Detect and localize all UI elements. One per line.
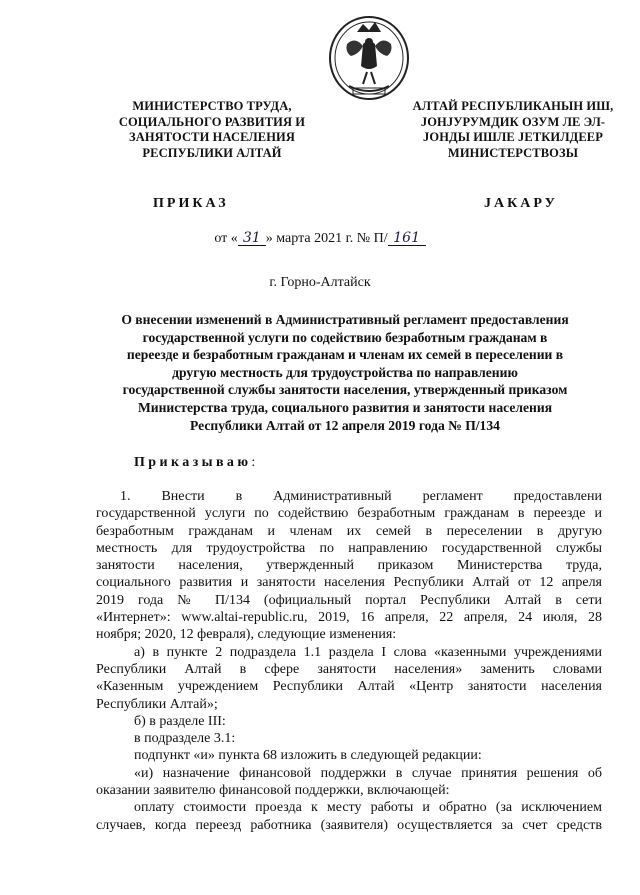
coat-of-arms-icon (327, 14, 411, 106)
subject-line: Министерства труда, социального развития и занятости населения (137, 399, 553, 415)
date-day-handwritten: 31 (238, 231, 266, 246)
body-line: случаев, когда переезд работника (заявителя) осуществляется за счет средств (96, 817, 602, 833)
order-body (96, 488, 602, 834)
order-title-russian: ПРИКАЗ (153, 196, 229, 211)
body-line: оказании заявителю финансовой поддержки, включающей: (96, 783, 450, 799)
number-prefix: П/ (373, 231, 388, 246)
body-line: а) в пункте 2 подраздела 1.1 раздела I слова «казенными учреждениями (134, 644, 602, 660)
body-line: б) в разделе III: (134, 713, 226, 729)
body-line: 1. Внести в Административный регламент предоставлени (120, 489, 602, 504)
order-date-line (0, 231, 640, 247)
body-line: ноября; 2020, 12 февраля), следующие изменения: (96, 627, 397, 643)
body-line: «Казенным учреждением Республики Алтай «Центр занятости населения (96, 679, 602, 695)
order-subject (80, 311, 610, 434)
date-suffix: » марта 2021 г. № (265, 231, 371, 246)
body-line: местность для трудоустройства по направлению государственной службы (96, 540, 602, 556)
order-directive-word (134, 455, 255, 471)
ministry-name-line: ЗАНЯТОСТИ НАСЕЛЕНИЯ (129, 130, 295, 144)
directive-word: Приказываю (134, 455, 252, 470)
body-line: занятости населения, утвержденный приказом Министерства труда, (96, 558, 602, 574)
order-title-altai: ЈАКАРУ (484, 196, 558, 211)
ministry-name-russian (96, 99, 328, 161)
subject-line: государственной услуги по содействию безработным гражданам в (142, 329, 548, 345)
subject-line: Республики Алтай от 12 апреля 2019 года № П/134 (190, 417, 500, 433)
city: г. Горно-Алтайск (269, 275, 371, 290)
ministry-name-line: МИНИСТЕРСТВОЗЫ (447, 145, 579, 160)
body-line: оплату стоимости проезда к месту работы и обратно (за исключением (134, 800, 602, 816)
body-line: «Интернет»: www.altai-republic.ru, 2019, 16 апреля, 22 апреля, 24 июля, 28 (96, 610, 602, 626)
ministry-name-line: МИНИСТЕРСТВО ТРУДА, (132, 99, 292, 113)
body-line: Республики Алтай в сфере занятости населения» заменить словами (96, 661, 602, 677)
order-number-handwritten: 161 (388, 231, 426, 246)
body-line: Республики Алтай»; (96, 696, 218, 712)
body-line: 2019 года № П/134 (официальный портал Республики Алтай в сети (96, 592, 602, 608)
body-line: безработным гражданам и членам их семей в переселении в другую (96, 523, 602, 539)
body-line: подпункт «и» пункта 68 изложить в следующей редакции: (134, 748, 482, 764)
body-line: государственной услуги по содействию безработным гражданам в переезде и (96, 506, 602, 522)
body-line: в подразделе 3.1: (134, 731, 236, 747)
ministry-name-line: ЈОНЈУРУМДИК ОЗУМ ЛЕ ЭЛ- (420, 114, 606, 129)
subject-line: О внесении изменений в Административный регламент предоставления (121, 312, 569, 327)
subject-line: переезде и безработным гражданам и членам их семей в переселении в (126, 347, 564, 363)
body-line: социального развития и занятости населения Республики Алтай от 12 апреля (96, 575, 602, 591)
ministry-name-line: РЕСПУБЛИКИ АЛТАЙ (142, 145, 282, 160)
ministry-name-altai (402, 99, 624, 161)
body-line: «и) назначение финансовой поддержки в случае принятия решения об (134, 765, 602, 781)
ministry-name-line: ЈОНДЫ ИШЛЕ ЈЕТКИЛДЕЕР (423, 130, 603, 144)
ministry-name-line: СОЦИАЛЬНОГО РАЗВИТИЯ И (118, 114, 306, 129)
subject-line: государственной службы занятости населения, утвержденный приказом (122, 382, 568, 398)
directive-colon: : (251, 455, 256, 470)
subject-line: другую местность для трудоустройства по направлению (172, 364, 518, 380)
ministry-name-line: АЛТАЙ РЕСПУБЛИКАНЫН ИШ, (412, 99, 614, 113)
date-prefix: от « (214, 231, 238, 246)
